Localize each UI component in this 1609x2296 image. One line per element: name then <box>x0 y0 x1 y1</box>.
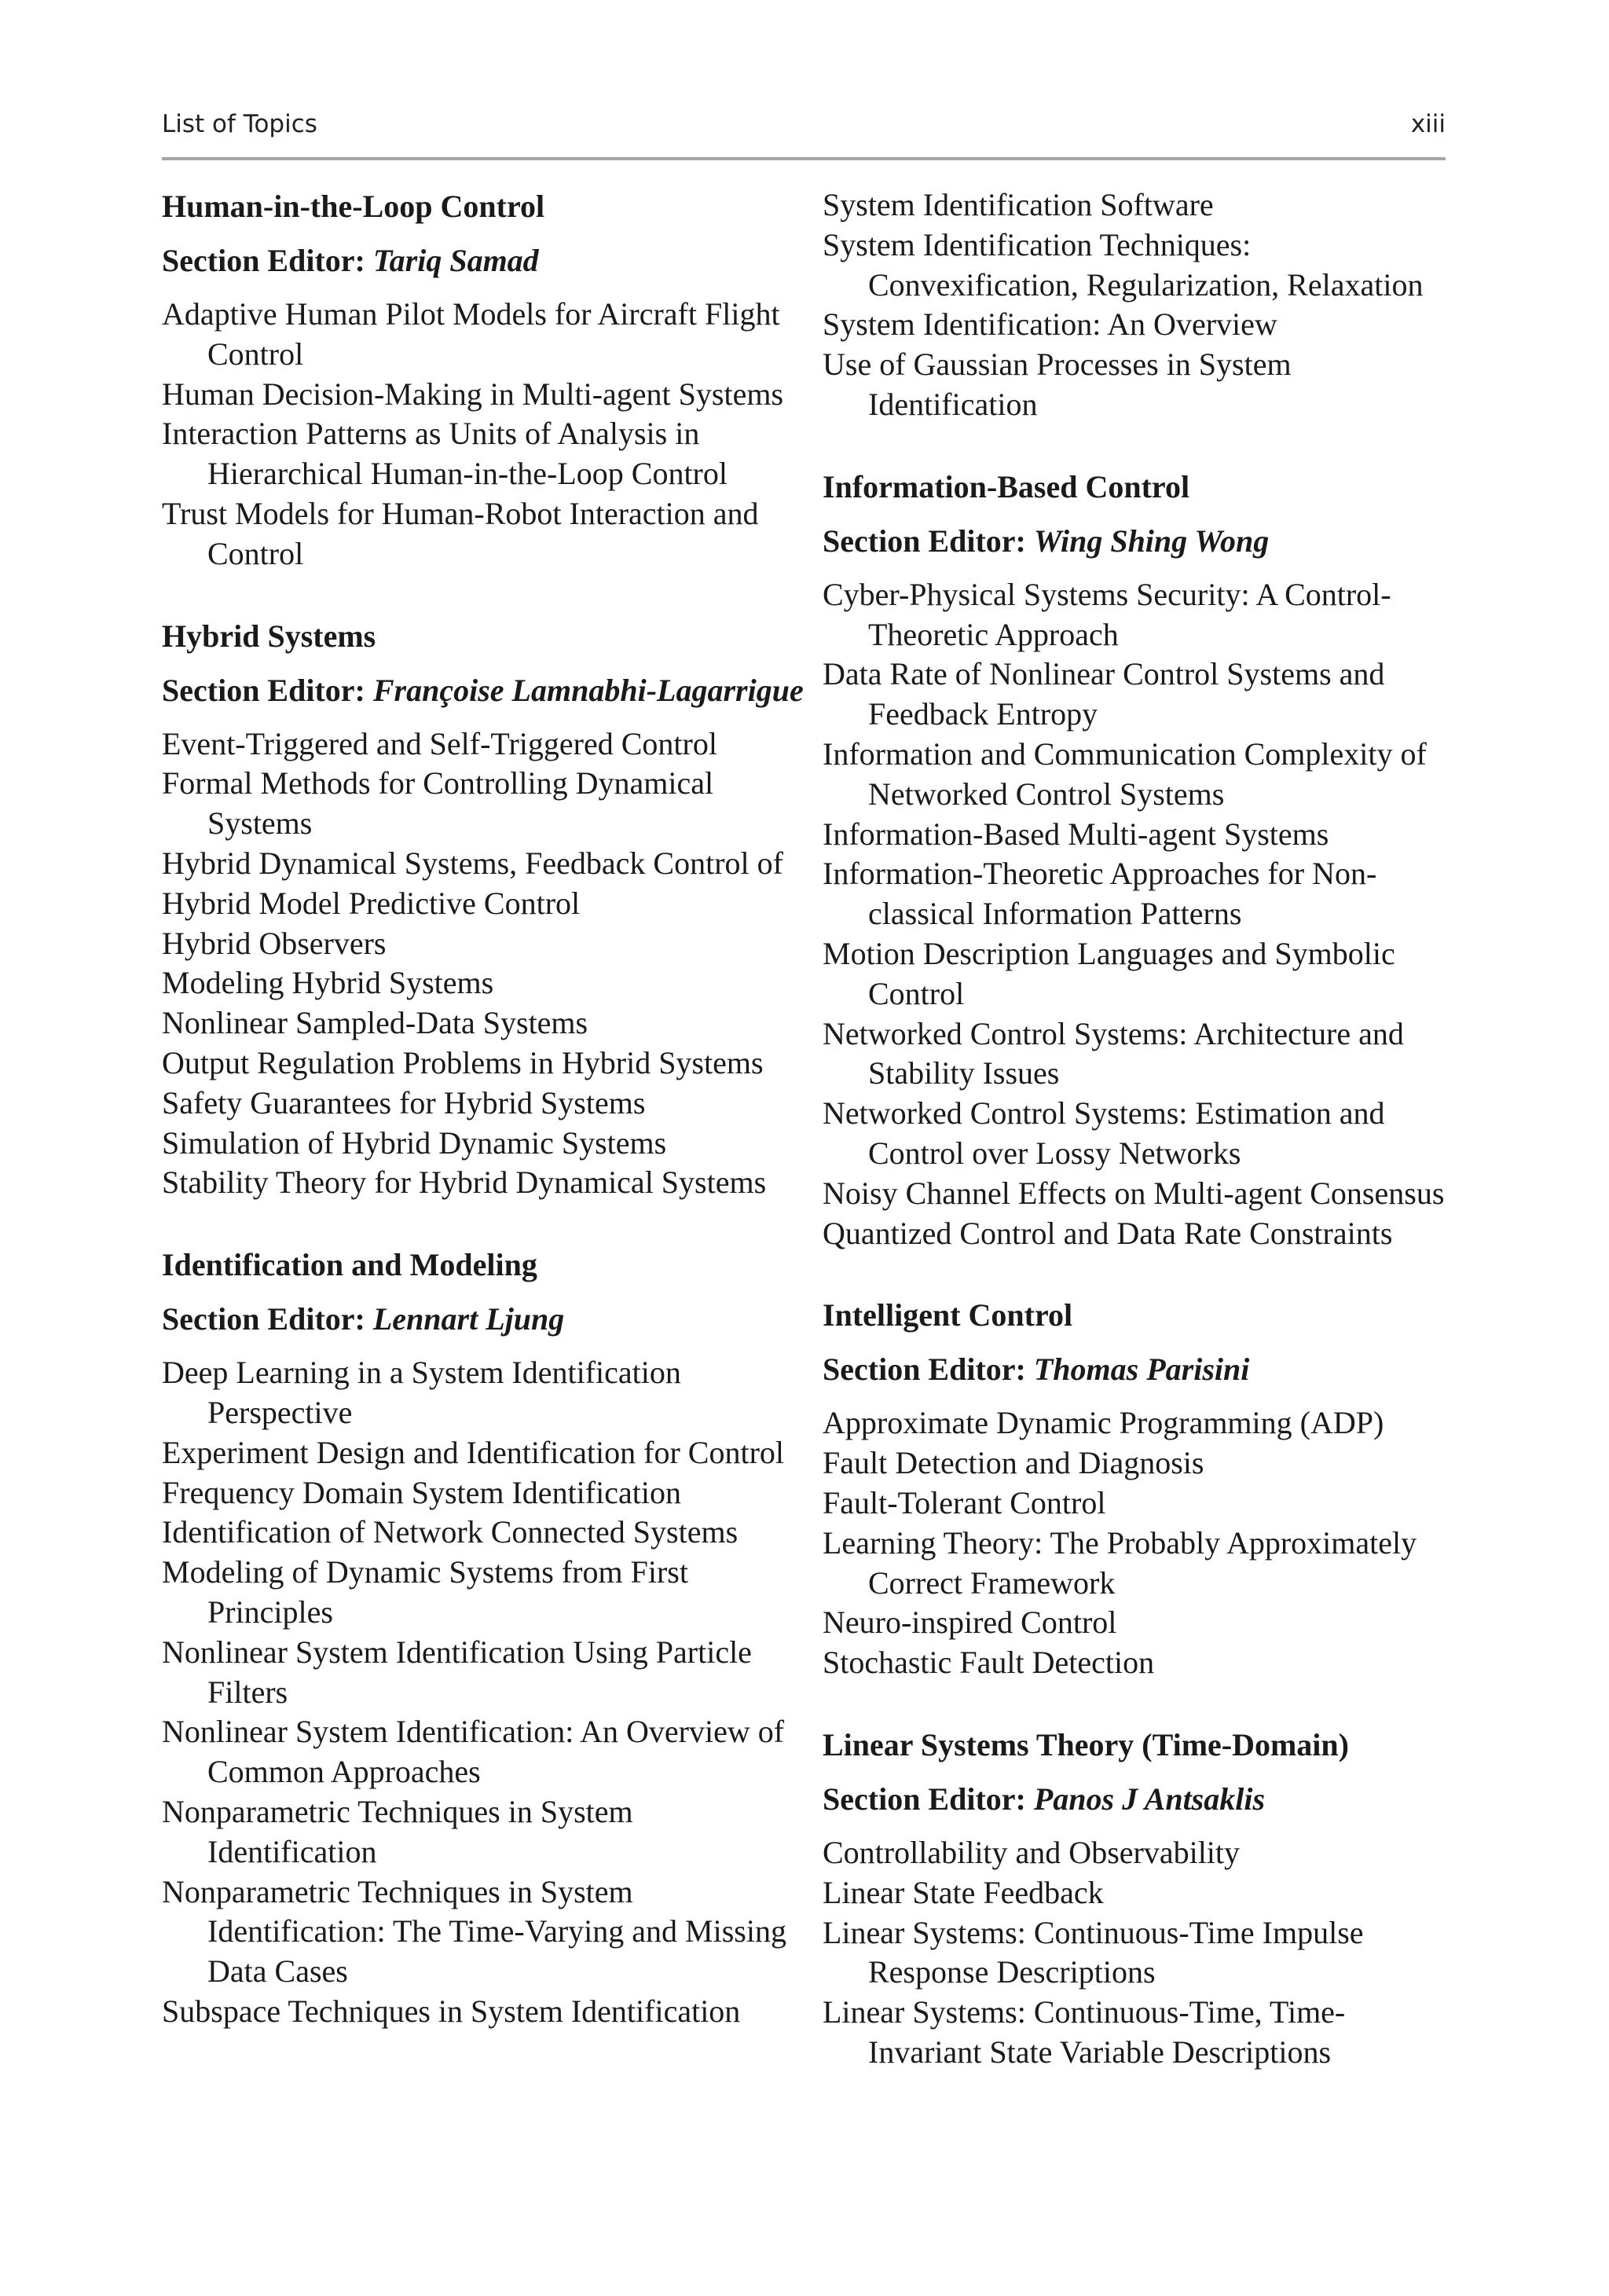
topic-item: Hybrid Dynamical Systems, Feedback Control of <box>162 845 783 881</box>
topic-item: Neuro-inspired Control <box>823 1605 1117 1641</box>
topic-section <box>823 1724 1451 2073</box>
section-editor-label: Section Editor: <box>823 1352 1026 1388</box>
topic-item: Safety Guarantees for Hybrid Systems <box>162 1084 646 1120</box>
topic-item: Formal Methods for Controlling Dynamical Systems <box>162 765 714 842</box>
topic-item: Networked Control Systems: Estimation and Control over Lossy Networks <box>823 1095 1385 1171</box>
section-editor <box>162 240 806 281</box>
topic-list <box>823 575 1451 1254</box>
topic-item: Experiment Design and Identification for Control <box>162 1434 785 1470</box>
topic-item: Fault-Tolerant Control <box>823 1484 1106 1520</box>
section-editor-label: Section Editor: <box>162 243 365 278</box>
topic-section <box>823 466 1451 1254</box>
topic-item: Stability Theory for Hybrid Dynamical Systems <box>162 1165 767 1201</box>
topic-item: Subspace Techniques in System Identification <box>162 1993 741 2029</box>
section-editor <box>823 1779 1451 1819</box>
topic-item: Human Decision-Making in Multi-agent Systems <box>162 376 784 412</box>
section-editor-name: Panos J Antsaklis <box>1033 1781 1266 1817</box>
topic-item: Identification of Network Connected Systems <box>162 1514 739 1550</box>
section-editor-name: Lennart Ljung <box>372 1301 565 1337</box>
left-column <box>162 185 806 2073</box>
topic-item: Networked Control Systems: Architecture and Stability Issues <box>823 1015 1404 1091</box>
topic-item: Information-Based Multi-agent Systems <box>823 816 1329 852</box>
topic-item: Hybrid Observers <box>162 925 387 961</box>
topic-item: Motion Description Languages and Symbolic Control <box>823 935 1395 1011</box>
topic-item: Event-Triggered and Self-Triggered Control <box>162 725 717 761</box>
section-editor-label: Section Editor: <box>823 523 1026 559</box>
topic-item: Cyber-Physical Systems Security: A Control-Theoretic Approach <box>823 576 1391 652</box>
topic-item: Controllability and Observability <box>823 1834 1241 1870</box>
topic-item: Nonlinear System Identification: An Overview of Common Approaches <box>162 1714 785 1790</box>
topic-item: System Identification: An Overview <box>823 306 1277 343</box>
section-editor-name: Tariq Samad <box>372 243 539 278</box>
topic-item: Nonparametric Techniques in System Identification <box>162 1793 633 1869</box>
topic-section <box>162 185 806 574</box>
page-number: xiii <box>1410 110 1446 138</box>
section-editor <box>823 521 1451 561</box>
topic-list <box>823 1403 1451 1683</box>
topic-item: Frequency Domain System Identification <box>162 1474 681 1510</box>
section-editor <box>162 670 806 710</box>
section-title: Identification and Modeling <box>162 1247 537 1283</box>
topic-item: Adaptive Human Pilot Models for Aircraft Flight Control <box>162 296 780 372</box>
topic-item: Simulation of Hybrid Dynamic Systems <box>162 1124 667 1161</box>
section-editor-label: Section Editor: <box>162 672 365 708</box>
topic-item: Deep Learning in a System Identification Perspective <box>162 1355 681 1430</box>
topic-section <box>823 1294 1451 1683</box>
section-editor-name: Thomas Parisini <box>1033 1352 1250 1388</box>
topic-item: Linear State Feedback <box>823 1874 1104 1910</box>
continued-topics-list <box>823 185 1451 425</box>
topic-section <box>162 615 806 1204</box>
section-editor-name: Wing Shing Wong <box>1033 523 1270 559</box>
topic-item: Quantized Control and Data Rate Constraints <box>823 1215 1393 1251</box>
topic-item: Data Rate of Nonlinear Control Systems and Feedback Entropy <box>823 656 1385 732</box>
topic-section <box>162 1244 806 2032</box>
topic-item: System Identification Software <box>823 187 1214 222</box>
topic-item: Output Regulation Problems in Hybrid Systems <box>162 1044 764 1080</box>
page-header <box>162 110 1446 160</box>
section-editor-label: Section Editor: <box>162 1301 365 1337</box>
topic-item: Nonlinear Sampled-Data Systems <box>162 1005 588 1041</box>
topic-item: Nonparametric Techniques in System Identification: The Time-Varying and Missing Data Cases <box>162 1873 786 1990</box>
topic-item: Noisy Channel Effects on Multi-agent Consensus <box>823 1175 1445 1211</box>
section-title: Intelligent Control <box>823 1297 1073 1333</box>
section-title: Hybrid Systems <box>162 618 376 654</box>
topic-item: Fault Detection and Diagnosis <box>823 1445 1204 1481</box>
topic-item: Information and Communication Complexity of Networked Control Systems <box>823 735 1427 812</box>
topic-item: Use of Gaussian Processes in System Identification <box>823 347 1292 422</box>
topic-item: Linear Systems: Continuous-Time, Time-Invariant State Variable Descriptions <box>823 1994 1346 2070</box>
section-editor <box>162 1299 806 1339</box>
topic-item: Trust Models for Human-Robot Interaction and Control <box>162 495 759 571</box>
topic-list <box>823 1833 1451 2073</box>
section-editor-label: Section Editor: <box>823 1781 1026 1817</box>
running-title: List of Topics <box>162 110 317 138</box>
topic-list <box>162 1353 806 2032</box>
section-title: Information-Based Control <box>823 468 1190 504</box>
topic-item: Interaction Patterns as Units of Analysis in Hierarchical Human-in-the-Loop Control <box>162 416 728 492</box>
topic-item: Learning Theory: The Probably Approximately Correct Framework <box>823 1524 1417 1601</box>
topic-item: Nonlinear System Identification Using Particle Filters <box>162 1634 752 1710</box>
section-editor <box>823 1349 1451 1389</box>
topic-item: Linear Systems: Continuous-Time Impulse Response Descriptions <box>823 1914 1364 1990</box>
topic-item: Modeling of Dynamic Systems from First Principles <box>162 1554 688 1630</box>
topic-item: Stochastic Fault Detection <box>823 1645 1155 1681</box>
section-title: Linear Systems Theory (Time-Domain) <box>823 1726 1349 1762</box>
section-editor-name: Françoise Lamnabhi-Lagarrigue <box>372 672 804 708</box>
topic-item: Approximate Dynamic Programming (ADP) <box>823 1405 1384 1441</box>
topic-item: Modeling Hybrid Systems <box>162 965 494 1001</box>
topic-item: System Identification Techniques: Convexification, Regularization, Relaxation <box>823 226 1424 303</box>
topic-item: Hybrid Model Predictive Control <box>162 885 581 921</box>
topic-list <box>162 295 806 574</box>
topic-list <box>162 724 806 1204</box>
topic-item: Information-Theoretic Approaches for Non-classical Information Patterns <box>823 856 1377 932</box>
section-title: Human-in-the-Loop Control <box>162 189 545 224</box>
right-column <box>823 185 1451 2114</box>
